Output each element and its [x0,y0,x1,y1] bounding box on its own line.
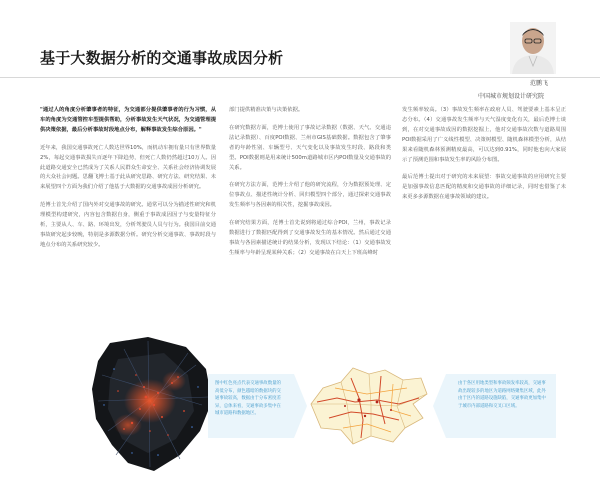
author-name: 范鹏飞 [530,80,549,87]
author-org: 中国城市规划设计研究院 [478,93,545,100]
paragraph: 在研究结果方面，范博士首先说到将通过综合POI，兰州，事故记录数据进行了数据匹配得到了交通事故发生的基本情况。然后通过交通事故与各因素描述统计的结果分析，发现以下结论：（1）交通事故发生频率与年龄呈现某种关系；（2）交通事故在白天上下班高峰时 [229,220,391,256]
note-box-left [208,374,294,438]
paragraph: 发生频率较高。（3）事故发生频率在政府人员、驾驶要素上基本呈正态分布。（4）交通事故发生频率与天气湿度变化有关，最后范博士谈到，在对交通事故成因的数据挖掘上，他对交通事故次数与道路周围POI数据采用了广义线性模型、决策树模型、随机森林模型分析，从结果来看随机森林预测精度最高，可以达到0.91%，同时他也向大家展示了预测范围和事故发生率的风险分布图。 [402,107,566,163]
district-road-map [307,358,431,448]
paragraph: 在研究方法方面，范博士介绍了他的研究流程，分为数据预处理、定位事故点、描述性统计分析、回归模型四个部分，通过探索交通事故发生频率与各因素的相关性，挖掘事故成因。 [229,182,391,209]
author-photo [510,22,556,74]
note-right-text: 由于各区用地类型和事故频发率较高，交通事故出现较多的地区为道路网络聚集区域，此外由于区内的道路设施缺陷，交通事故更加集中于城市内部道路和交叉口区域。 [458,381,546,409]
paragraph: 最后范博士提出对于研究的未来展望：事故交通事故的应用研究主要是加强事故信息匹配的精度和交通事故的详细记录，同时也借鉴了未来更多多源数据在通事故领域的建议。 [402,174,566,201]
title-divider [0,77,600,78]
note-arrow-right [294,374,307,438]
paragraph: 近年来，我国交通事故死亡人数达世界10%，而机动车拥有量只有世界数量2%，每起交通事故损失百逐年下降趋势，但死亡人数仍然超过10万人。因此道路交通安全已然成为了关系人民群众生命安全、关系社会经济协调发展的大众社会问题。思翻飞博士基于此从研究思路、研究方法、研究结果、未来展望四个方面为我们介绍了他基于大数据的交通事故成因分析研究。 [40,144,216,191]
note-arrow-left [433,374,446,438]
accident-density-map [88,335,216,475]
paragraph: 范博士首先介绍了国内外对交通事故的研究。通常可以分为描述性研究和机理模型构建研究，内容包含数据自身，侧重于事故成因因子与变量特征分析，主要从人、车、路、环境出发，分析驾驶员人员与行为。我国目前交通事故研究起步较晚，特别是多源数据分析。研究分析交通事故、事故时段与地点分布的关系研究较少。 [40,202,216,248]
paragraph: 部门提供精准决策与决策依据。 [229,107,304,113]
article-column-1 [40,106,216,259]
paragraph: 在研究数据方面，范博士使用了事故记录数据（数据、天气、交通违法记录数据）、百度POI数据、兰州市GIS基础数据。数据包含了肇事者的年龄性别、车辆型号、天气变化以及事故发生时段、路段和类型。POI数据则是用来统计500m道路城市区内POI数量及交通事故的关系。 [229,124,391,171]
page-title: 基于大数据分析的交通事故成因分析 [40,49,284,67]
note-box-right [446,374,556,438]
note-left-text: 图中红色亮点代表交通事故数量的高低分布，颜色越暗的数据块的交通事故较高，数据由于分布密度差异，总体来看，交通事故多集中在城市道路和数据地区。 [215,381,281,417]
article-column-2 [229,106,391,267]
article-column-3 [402,106,566,211]
lead-paragraph: "通过人的角度分析肇事者的特征，为交通部分提供肇事者的行为习惯，从车的角度为交通管控车型提供帮助，分析事故发生天气状况，为交通管理提供决策依据，最后分析事故时段地点分布，解释事故发生综合原因。" [40,107,216,133]
